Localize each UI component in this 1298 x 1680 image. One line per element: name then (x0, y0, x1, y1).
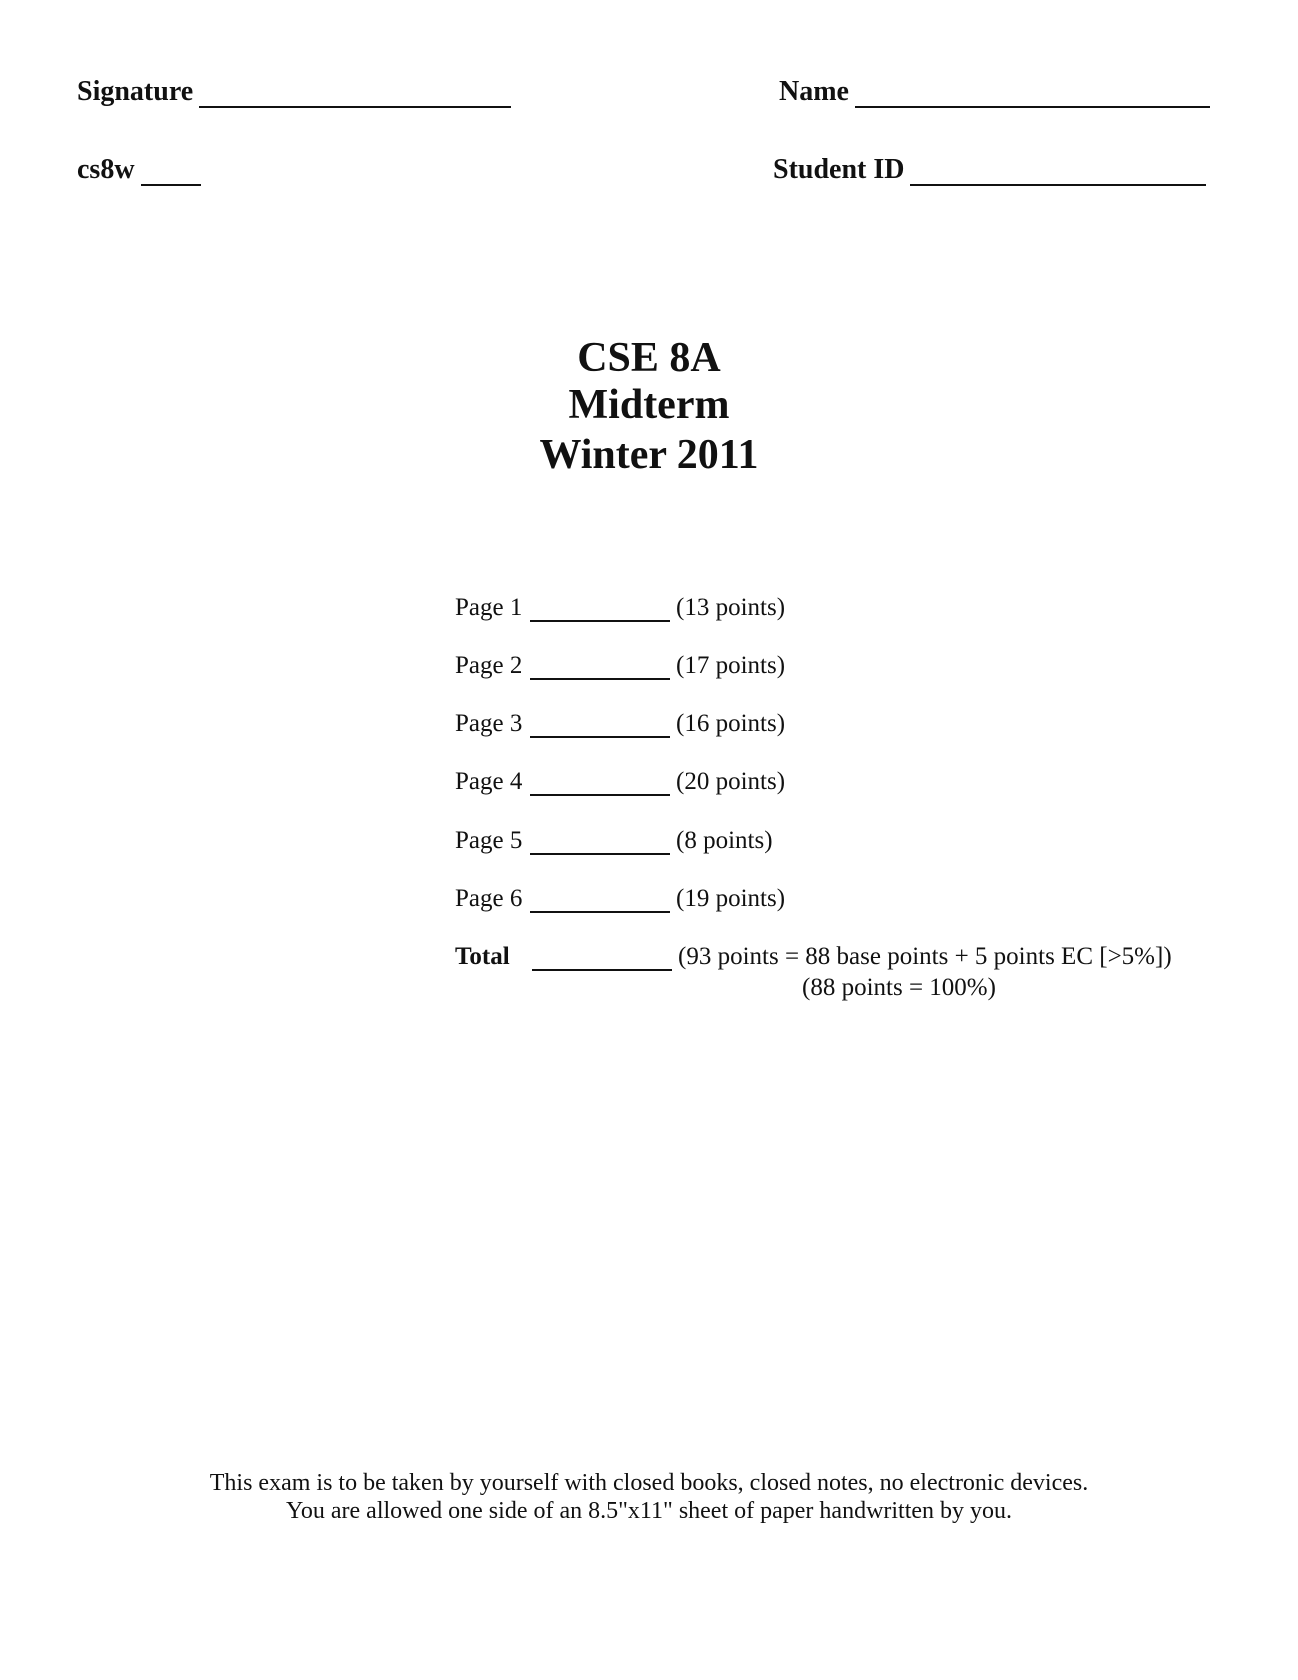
exam-title: Midterm (568, 382, 730, 428)
signature-field (77, 76, 511, 108)
score-row (455, 827, 773, 855)
name-blank[interactable] (855, 82, 1210, 108)
score-row-points: (17 points) (676, 652, 786, 679)
total-row (455, 943, 1172, 971)
total-note: (88 points = 100%) (802, 974, 996, 1001)
score-blank[interactable] (530, 716, 670, 738)
name-label: Name (779, 76, 849, 107)
score-row-points: (13 points) (676, 594, 786, 621)
score-row-label: Page 1 (455, 594, 523, 621)
total-points: (93 points = 88 base points + 5 points EC [>5%]) (678, 943, 1172, 970)
student-id-label: Student ID (773, 154, 905, 185)
score-row-points: (19 points) (676, 885, 786, 912)
score-row-label: Page 6 (455, 885, 523, 912)
score-row-points: (20 points) (676, 768, 786, 795)
term-title: Winter 2011 (539, 432, 759, 478)
signature-blank[interactable] (199, 82, 511, 108)
score-row (455, 652, 785, 680)
score-row-label: Page 4 (455, 768, 523, 795)
score-blank[interactable] (530, 833, 670, 855)
score-blank[interactable] (530, 658, 670, 680)
name-field (779, 76, 1210, 108)
account-blank[interactable] (141, 160, 201, 186)
score-row (455, 885, 785, 913)
score-row-label: Page 3 (455, 710, 523, 737)
score-row-points: (8 points) (676, 827, 773, 854)
exam-rules-line-1: This exam is to be taken by yourself with closed books, closed notes, no electronic devices. (209, 1470, 1089, 1496)
signature-label: Signature (77, 76, 194, 107)
score-row-points: (16 points) (676, 710, 786, 737)
score-blank[interactable] (530, 891, 670, 913)
student-id-field (773, 154, 1206, 186)
account-label: cs8w (77, 154, 135, 185)
score-row (455, 710, 785, 738)
course-title: CSE 8A (577, 335, 721, 381)
student-id-blank[interactable] (910, 160, 1206, 186)
score-row-label: Page 5 (455, 827, 523, 854)
score-blank[interactable] (530, 774, 670, 796)
score-row-label: Page 2 (455, 652, 523, 679)
account-field (77, 154, 201, 186)
exam-rules-line-2: You are allowed one side of an 8.5"x11" sheet of paper handwritten by you. (285, 1498, 1013, 1524)
score-row (455, 594, 785, 622)
total-label: Total (455, 943, 510, 970)
score-row (455, 768, 785, 796)
score-blank[interactable] (530, 600, 670, 622)
total-blank[interactable] (532, 949, 672, 971)
